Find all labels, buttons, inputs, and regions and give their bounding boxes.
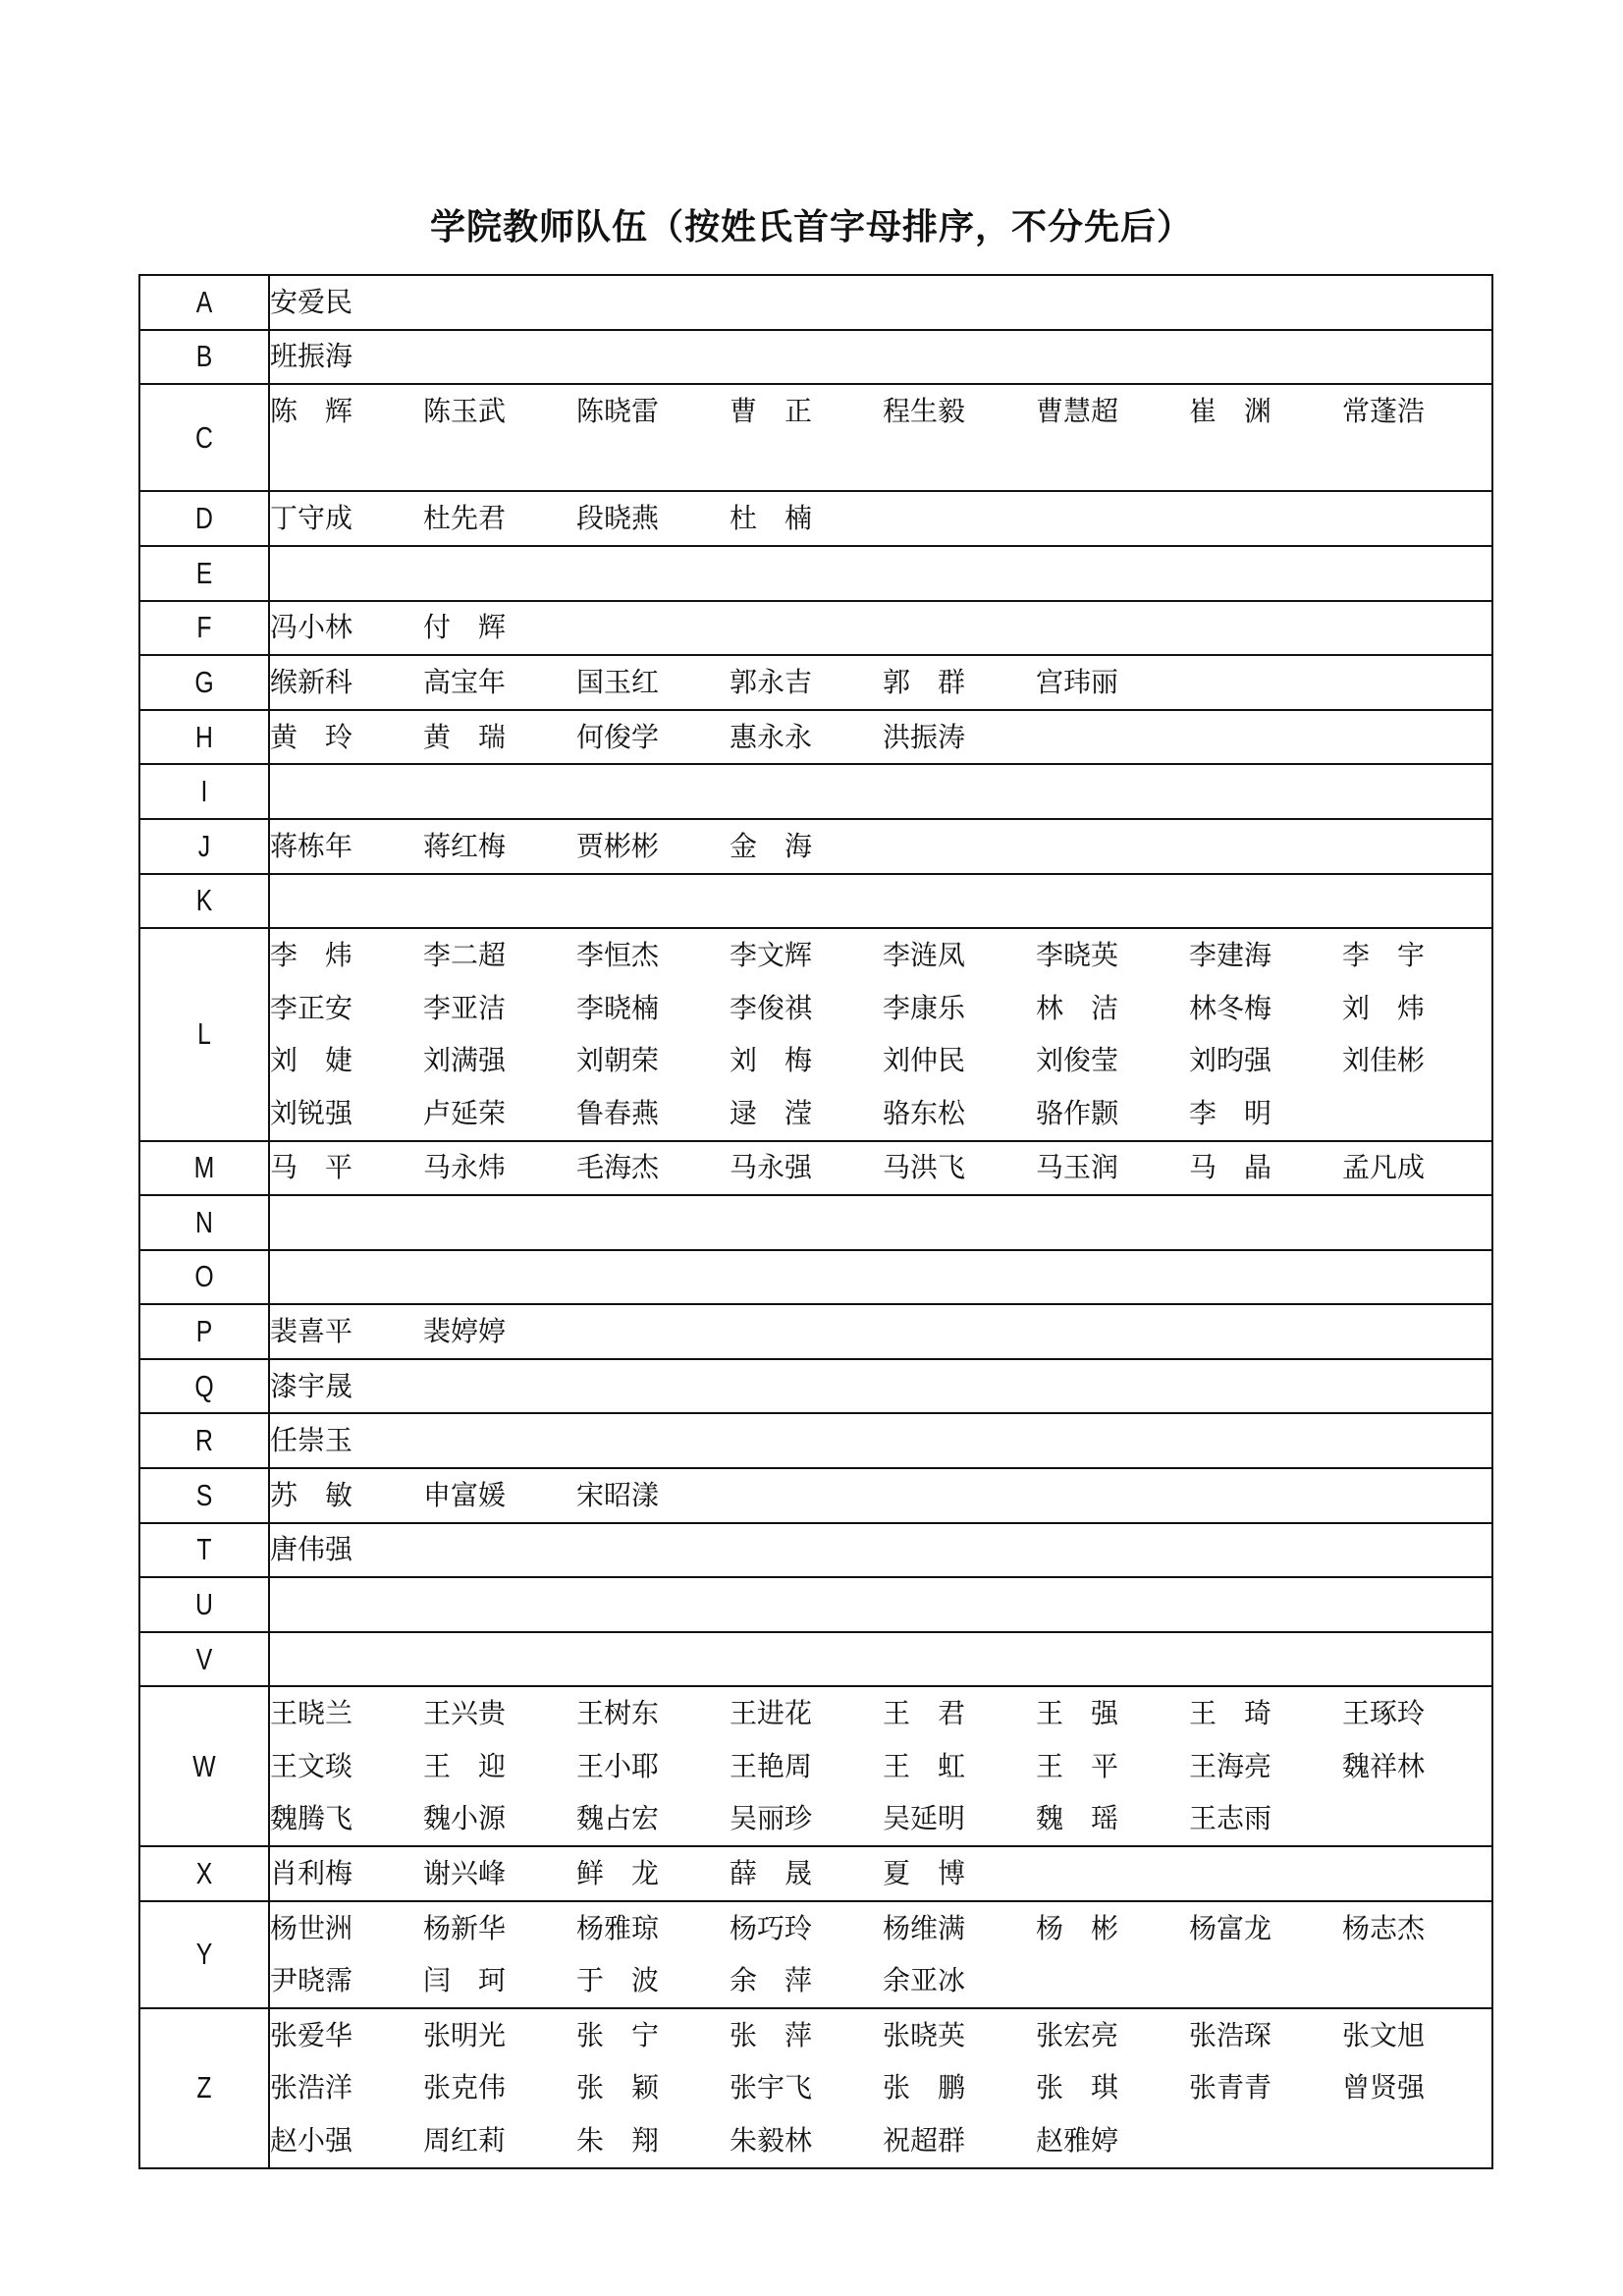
- section-letter-cell: [152, 655, 256, 710]
- teacher-name: 王琢玲: [1342, 1697, 1426, 1730]
- teacher-name: 魏占宏: [576, 1802, 660, 1835]
- teacher-name: 魏小源: [423, 1802, 507, 1835]
- section-names-cell: [269, 601, 1492, 656]
- teacher-name: 张文旭: [1342, 2018, 1426, 2051]
- teacher-name: 林冬梅: [1189, 991, 1272, 1024]
- teacher-name: 刘朝荣: [576, 1044, 660, 1077]
- teacher-name: 张宇飞: [730, 2071, 813, 2105]
- teacher-name: 肖利梅: [270, 1857, 353, 1890]
- section-row-t: [139, 1523, 1492, 1578]
- teacher-name: 逯 滢: [730, 1096, 813, 1129]
- teacher-name: 崔 渊: [1189, 394, 1272, 427]
- teacher-name: 国玉红: [576, 665, 660, 698]
- name-line: [270, 331, 1491, 384]
- teacher-name: 李晓英: [1036, 938, 1119, 971]
- section-letter: Y: [195, 1937, 213, 1972]
- teacher-name: 杨新华: [423, 1911, 507, 1944]
- section-letter-cell: [152, 1304, 256, 1359]
- section-names-cell: [269, 874, 1492, 929]
- teacher-name: 王海亮: [1189, 1749, 1272, 1782]
- teacher-name: 王 君: [883, 1697, 966, 1730]
- section-letter: Q: [194, 1368, 214, 1403]
- section-letter: E: [195, 555, 213, 590]
- section-letter-cell: [152, 1250, 256, 1305]
- section-letter-cell: [152, 1846, 256, 1901]
- section-letter-cell: [152, 330, 256, 385]
- teacher-name: 李晓楠: [576, 991, 660, 1024]
- name-line: [270, 2114, 1491, 2167]
- teacher-name: 马玉润: [1036, 1151, 1119, 1184]
- teacher-name: 张 宁: [576, 2018, 660, 2051]
- teacher-name: 刘 炜: [1342, 991, 1426, 1024]
- teacher-name: 缑新科: [270, 665, 353, 698]
- section-letter: T: [196, 1532, 212, 1567]
- section-letter: B: [195, 339, 213, 374]
- section-letter-cell: [152, 1577, 256, 1632]
- teacher-name: 张 颖: [576, 2071, 660, 2105]
- teacher-name: 朱毅林: [730, 2123, 813, 2157]
- section-row-b: [139, 330, 1492, 385]
- section-names-cell: [269, 1686, 1492, 1846]
- section-names-cell: [269, 2008, 1492, 2168]
- section-row-q: [139, 1359, 1492, 1414]
- section-letter: W: [192, 1748, 216, 1783]
- roster-body: [139, 275, 1492, 2168]
- name-line: [270, 1469, 1491, 1522]
- teacher-name: 杨维满: [883, 1911, 966, 1944]
- teacher-name: 黄 玲: [270, 720, 353, 753]
- teacher-name: 班振海: [270, 340, 353, 373]
- section-letter: A: [195, 284, 213, 319]
- teacher-name: 张浩洋: [270, 2071, 353, 2105]
- section-row-d: [139, 491, 1492, 546]
- teacher-name: 刘 婕: [270, 1044, 353, 1077]
- section-letter: S: [195, 1477, 213, 1512]
- name-line: [270, 2009, 1491, 2062]
- section-letter-cell: [152, 1901, 256, 2008]
- section-names-cell: [269, 384, 1492, 491]
- teacher-name: 惠永永: [730, 720, 813, 753]
- section-row-o: [139, 1250, 1492, 1305]
- name-line: [270, 1414, 1491, 1467]
- name-line: [270, 929, 1491, 982]
- section-names-cell: [269, 819, 1492, 874]
- teacher-name: 高宝年: [423, 665, 507, 698]
- teacher-name: 骆东松: [883, 1096, 966, 1129]
- section-letter: N: [195, 1204, 213, 1239]
- section-row-v: [139, 1632, 1492, 1687]
- teacher-name: 安爱民: [270, 285, 353, 318]
- name-line: [270, 1251, 1491, 1304]
- teacher-name: 马洪飞: [883, 1151, 966, 1184]
- teacher-name: 李 宇: [1342, 938, 1426, 971]
- teacher-name: 马永强: [730, 1151, 813, 1184]
- section-row-r: [139, 1413, 1492, 1468]
- teacher-name: 张青青: [1189, 2071, 1272, 2105]
- teacher-name: 郭 群: [883, 665, 966, 698]
- section-names-cell: [269, 275, 1492, 330]
- section-row-f: [139, 601, 1492, 656]
- section-letter: M: [193, 1150, 215, 1185]
- teacher-name: 王艳周: [730, 1749, 813, 1782]
- teacher-name: 苏 敏: [270, 1478, 353, 1511]
- teacher-name: 李俊祺: [730, 991, 813, 1024]
- section-names-cell: [269, 330, 1492, 385]
- name-line: [270, 982, 1491, 1035]
- teacher-name: 宋昭漾: [576, 1478, 660, 1511]
- section-row-c: [139, 384, 1492, 491]
- teacher-name: 余 萍: [730, 1964, 813, 1997]
- name-line: [270, 820, 1491, 873]
- teacher-name: 张爱华: [270, 2018, 353, 2051]
- name-line: [270, 276, 1491, 329]
- section-names-cell: [269, 1468, 1492, 1523]
- teacher-name: 丁守成: [270, 502, 353, 535]
- section-letter: I: [200, 774, 208, 809]
- section-row-p: [139, 1304, 1492, 1359]
- teacher-name: 张克伟: [423, 2071, 507, 2105]
- teacher-name: 王 强: [1036, 1697, 1119, 1730]
- teacher-name: 刘昀强: [1189, 1044, 1272, 1077]
- teacher-name: 任崇玉: [270, 1424, 353, 1457]
- section-letter-cell: [152, 1359, 256, 1414]
- teacher-name: 杨巧玲: [730, 1911, 813, 1944]
- teacher-name: 张 琪: [1036, 2071, 1119, 2105]
- name-line: [270, 656, 1491, 709]
- name-line: [270, 1196, 1491, 1249]
- name-line: [270, 602, 1491, 655]
- name-line: [270, 711, 1491, 764]
- teacher-name: 魏腾飞: [270, 1802, 353, 1835]
- section-letter: K: [195, 883, 213, 918]
- teacher-name: 于 波: [576, 1964, 660, 1997]
- section-row-z: [139, 2008, 1492, 2168]
- section-letter: C: [195, 419, 213, 455]
- teacher-name: 李二超: [423, 938, 507, 971]
- section-names-cell: [269, 1250, 1492, 1305]
- name-line: [270, 1360, 1491, 1413]
- teacher-name: 蒋栋年: [270, 829, 353, 862]
- section-row-l: [139, 928, 1492, 1140]
- name-line: [270, 1034, 1491, 1087]
- teacher-name: 马永炜: [423, 1151, 507, 1184]
- name-line: [270, 492, 1491, 545]
- teacher-name: 毛海杰: [576, 1151, 660, 1184]
- section-letter: X: [195, 1856, 213, 1891]
- teacher-name: 朱 翔: [576, 2123, 660, 2157]
- teacher-name: 祝超群: [883, 2123, 966, 2157]
- section-letter-cell: [152, 764, 256, 819]
- teacher-name: 魏祥林: [1342, 1749, 1426, 1782]
- section-names-cell: [269, 546, 1492, 601]
- teacher-name: 张晓英: [883, 2018, 966, 2051]
- teacher-name: 张 萍: [730, 2018, 813, 2051]
- section-row-x: [139, 1846, 1492, 1901]
- teacher-name: 王 平: [1036, 1749, 1119, 1782]
- section-names-cell: [269, 1413, 1492, 1468]
- section-letter-cell: [152, 1468, 256, 1523]
- teacher-name: 闫 珂: [423, 1964, 507, 1997]
- section-letter-cell: [152, 819, 256, 874]
- teacher-name: 鲁春燕: [576, 1096, 660, 1129]
- teacher-name: 刘锐强: [270, 1096, 353, 1129]
- teacher-name: 卢延荣: [423, 1096, 507, 1129]
- teacher-name: 李建海: [1189, 938, 1272, 971]
- teacher-name: 李恒杰: [576, 938, 660, 971]
- teacher-name: 刘佳彬: [1342, 1044, 1426, 1077]
- section-letter: V: [195, 1641, 213, 1676]
- section-names-cell: [269, 710, 1492, 765]
- section-letter-cell: [152, 1686, 256, 1846]
- teacher-name: 王文琰: [270, 1749, 353, 1782]
- section-row-g: [139, 655, 1492, 710]
- name-line: [270, 385, 1491, 438]
- teacher-name: 赵雅婷: [1036, 2123, 1119, 2157]
- section-letter-cell: [152, 546, 256, 601]
- teacher-name: 唐伟强: [270, 1533, 353, 1566]
- section-row-s: [139, 1468, 1492, 1523]
- section-letter: U: [195, 1587, 213, 1622]
- name-line: [270, 1847, 1491, 1900]
- teacher-name: 曾贤强: [1342, 2071, 1426, 2105]
- teacher-name: 何俊学: [576, 720, 660, 753]
- teacher-name: 曹慧超: [1036, 394, 1119, 427]
- section-letter-cell: [152, 491, 256, 546]
- name-line: [270, 547, 1491, 600]
- section-names-cell: [269, 491, 1492, 546]
- teacher-name: 刘满强: [423, 1044, 507, 1077]
- section-letter: F: [196, 610, 212, 645]
- teacher-name: 曹 正: [730, 394, 813, 427]
- teacher-name: 陈晓雷: [576, 394, 660, 427]
- teacher-name: 吴丽珍: [730, 1802, 813, 1835]
- teacher-name: 蒋红梅: [423, 829, 507, 862]
- teacher-name: 夏 博: [883, 1857, 966, 1890]
- teacher-name: 漆宇晟: [270, 1369, 353, 1402]
- teacher-name: 杜 楠: [730, 502, 813, 535]
- teacher-name: 马 晶: [1189, 1151, 1272, 1184]
- teacher-name: 王 迎: [423, 1749, 507, 1782]
- section-letter-cell: [152, 874, 256, 929]
- teacher-name: 王兴贵: [423, 1697, 507, 1730]
- teacher-name: 陈玉武: [423, 394, 507, 427]
- teacher-name: 李康乐: [883, 991, 966, 1024]
- teacher-name: 骆作颢: [1036, 1096, 1119, 1129]
- teacher-name: 周红莉: [423, 2123, 507, 2157]
- name-line: [270, 2062, 1491, 2115]
- section-names-cell: [269, 1523, 1492, 1578]
- teacher-name: 陈 辉: [270, 394, 353, 427]
- name-line: [270, 1142, 1491, 1195]
- teacher-name: 王树东: [576, 1697, 660, 1730]
- section-row-n: [139, 1195, 1492, 1250]
- teacher-name: 洪振涛: [883, 720, 966, 753]
- section-letter-cell: [152, 275, 256, 330]
- name-line: [270, 1687, 1491, 1740]
- teacher-name: 吴延明: [883, 1802, 966, 1835]
- section-names-cell: [269, 1304, 1492, 1359]
- section-letter: O: [194, 1259, 214, 1294]
- section-letter-cell: [152, 1141, 256, 1196]
- teacher-name: 鲜 龙: [576, 1857, 660, 1890]
- teacher-name: 张明光: [423, 2018, 507, 2051]
- teacher-name: 李亚洁: [423, 991, 507, 1024]
- name-line: [270, 1087, 1491, 1140]
- section-names-cell: [269, 764, 1492, 819]
- teacher-name: 刘 梅: [730, 1044, 813, 1077]
- teacher-name: 薛 晟: [730, 1857, 813, 1890]
- teacher-name: 赵小强: [270, 2123, 353, 2157]
- teacher-name: 王小耶: [576, 1749, 660, 1782]
- section-row-u: [139, 1577, 1492, 1632]
- section-row-h: [139, 710, 1492, 765]
- name-line: [270, 875, 1491, 928]
- teacher-name: 李 明: [1189, 1096, 1272, 1129]
- section-letter-cell: [152, 384, 256, 491]
- section-letter-cell: [152, 710, 256, 765]
- teacher-name: 张 鹏: [883, 2071, 966, 2105]
- section-row-m: [139, 1141, 1492, 1196]
- teacher-name: 孟凡成: [1342, 1151, 1426, 1184]
- section-names-cell: [269, 1632, 1492, 1687]
- teacher-name: 金 海: [730, 829, 813, 862]
- section-letter: J: [197, 828, 211, 863]
- section-names-cell: [269, 1141, 1492, 1196]
- teacher-name: 李涟凤: [883, 938, 966, 971]
- name-line: [270, 1793, 1491, 1846]
- section-letter: D: [195, 501, 213, 536]
- section-names-cell: [269, 1359, 1492, 1414]
- section-names-cell: [269, 928, 1492, 1140]
- teacher-name: 段晓燕: [576, 502, 660, 535]
- section-letter: H: [195, 719, 213, 754]
- teacher-name: 杨富龙: [1189, 1911, 1272, 1944]
- teacher-name: 李正安: [270, 991, 353, 1024]
- teacher-name: 刘俊莹: [1036, 1044, 1119, 1077]
- section-row-y: [139, 1901, 1492, 2008]
- page-title: 学院教师队伍（按姓氏首字母排序，不分先后）: [429, 206, 1193, 247]
- teacher-name: 常蓬浩: [1342, 394, 1426, 427]
- teacher-name: 杨志杰: [1342, 1911, 1426, 1944]
- teacher-name: 贾彬彬: [576, 829, 660, 862]
- name-line: [270, 1524, 1491, 1577]
- section-row-k: [139, 874, 1492, 929]
- name-line: [270, 1633, 1491, 1686]
- name-line: [270, 765, 1491, 818]
- section-letter-cell: [152, 601, 256, 656]
- teacher-name: 余亚冰: [883, 1964, 966, 1997]
- name-line: [270, 1578, 1491, 1631]
- blank-line: [270, 438, 1491, 491]
- teacher-name: 杨 彬: [1036, 1911, 1119, 1944]
- section-letter: Z: [196, 2070, 212, 2105]
- section-row-e: [139, 546, 1492, 601]
- section-names-cell: [269, 1901, 1492, 2008]
- teacher-name: 李 炜: [270, 938, 353, 971]
- section-row-w: [139, 1686, 1492, 1846]
- teacher-name: 李文辉: [730, 938, 813, 971]
- name-line: [270, 1902, 1491, 1955]
- section-row-i: [139, 764, 1492, 819]
- teacher-name: 尹晓霈: [270, 1964, 353, 1997]
- section-names-cell: [269, 1577, 1492, 1632]
- section-names-cell: [269, 655, 1492, 710]
- teacher-name: 谢兴峰: [423, 1857, 507, 1890]
- teacher-name: 马 平: [270, 1151, 353, 1184]
- name-line: [270, 1954, 1491, 2007]
- section-letter-cell: [152, 2008, 256, 2168]
- section-letter-cell: [152, 1523, 256, 1578]
- teacher-name: 杨雅琼: [576, 1911, 660, 1944]
- teacher-name: 王晓兰: [270, 1697, 353, 1730]
- teacher-name: 申富媛: [423, 1478, 507, 1511]
- teacher-name: 杨世洲: [270, 1911, 353, 1944]
- section-row-a: [139, 275, 1492, 330]
- section-letter: R: [195, 1423, 213, 1458]
- teacher-name: 林 洁: [1036, 991, 1119, 1024]
- faculty-roster-table: [138, 274, 1493, 2169]
- teacher-name: 刘仲民: [883, 1044, 966, 1077]
- teacher-name: 黄 瑞: [423, 720, 507, 753]
- teacher-name: 王 琦: [1189, 1697, 1272, 1730]
- teacher-name: 郭永吉: [730, 665, 813, 698]
- teacher-name: 裴婷婷: [423, 1315, 507, 1348]
- teacher-name: 魏 瑶: [1036, 1802, 1119, 1835]
- section-letter-cell: [152, 1632, 256, 1687]
- teacher-name: 张浩琛: [1189, 2018, 1272, 2051]
- teacher-name: 付 辉: [423, 611, 507, 644]
- section-letter: G: [194, 664, 214, 699]
- teacher-name: 宫玮丽: [1036, 665, 1119, 698]
- teacher-name: 王进花: [730, 1697, 813, 1730]
- teacher-name: 张宏亮: [1036, 2018, 1119, 2051]
- name-line: [270, 1740, 1491, 1793]
- teacher-name: 王志雨: [1189, 1802, 1272, 1835]
- section-names-cell: [269, 1195, 1492, 1250]
- teacher-name: 杜先君: [423, 502, 507, 535]
- section-letter-cell: [152, 1413, 256, 1468]
- section-letter-cell: [152, 1195, 256, 1250]
- section-letter-cell: [152, 928, 256, 1140]
- section-names-cell: [269, 1846, 1492, 1901]
- name-line: [270, 1305, 1491, 1358]
- section-row-j: [139, 819, 1492, 874]
- teacher-name: 冯小林: [270, 611, 353, 644]
- section-letter: P: [195, 1314, 213, 1349]
- teacher-name: 王 虹: [883, 1749, 966, 1782]
- section-letter: L: [197, 1016, 211, 1052]
- teacher-name: 程生毅: [883, 394, 966, 427]
- teacher-name: 裴喜平: [270, 1315, 353, 1348]
